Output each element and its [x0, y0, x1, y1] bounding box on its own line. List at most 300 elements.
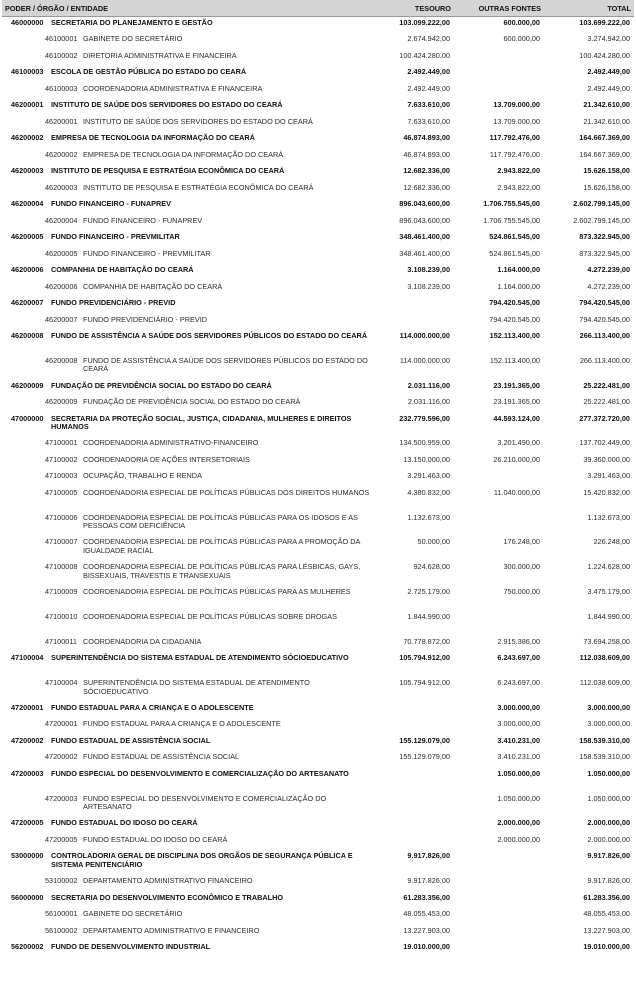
entity-name: FUNDO ESPECIAL DO DESENVOLVIMENTO E COMERCIALIZAÇÃO DO ARTESANATO [51, 768, 349, 778]
entity-cell [2, 834, 374, 851]
entity-cell [2, 677, 374, 702]
entity-name: FUNDO PREVIDENCIÁRIO - PREVID [83, 314, 208, 324]
entity-cell [2, 198, 374, 215]
entity-name: FUNDO ESTADUAL DE ASSISTÊNCIA SOCIAL [51, 735, 211, 745]
table-row-unit [2, 611, 634, 636]
entity-code: 46100003 [45, 83, 78, 93]
table-row-organ [2, 198, 634, 215]
table-row-organ [2, 165, 634, 182]
tesouro-value [374, 817, 454, 834]
entity-cell [2, 132, 374, 149]
table-row-unit [2, 470, 634, 487]
entity-cell [2, 248, 374, 265]
entity-cell [2, 182, 374, 199]
total-value: 61.283.356,00 [583, 892, 630, 902]
entity-code: 47100011 [45, 636, 77, 646]
entity-cell [2, 925, 374, 942]
entity-name: FUNDO ESTADUAL DO IDOSO DO CEARÁ [51, 818, 198, 828]
entity-code: 46100001 [45, 34, 78, 43]
entity-code: 47200005 [45, 834, 78, 844]
outras-fontes-value: 3.410.231,00 [497, 752, 540, 762]
total-value: 873.322.945,00 [579, 232, 630, 241]
entity-code: 47100008 [45, 562, 78, 572]
table-row-unit [2, 355, 634, 380]
tesouro-value: 105.794.912,00 [399, 653, 450, 663]
entity-name: FUNDO FINANCEIRO - FUNAPREV [83, 215, 203, 225]
entity-code: 56100001 [45, 909, 78, 919]
outras-fontes-value [454, 892, 544, 909]
total-value: 1.132.673,00 [587, 512, 630, 522]
tesouro-value [374, 768, 454, 793]
entity-name: COORDENADORIA ESPECIAL DE POLÍTICAS PÚBLICAS PARA LÉSBICAS, GAYS, BISSEXUAIS, TRAVESTIS E TRANSEXUAIS [83, 562, 361, 580]
entity-code: 47100005 [45, 487, 78, 497]
entity-code: 56100002 [45, 925, 78, 935]
entity-cell [2, 116, 374, 133]
outras-fontes-value: 524.861.545,00 [489, 248, 540, 258]
table-row-organ [2, 941, 634, 958]
entity-cell [2, 941, 374, 958]
total-value: 158.539.310,00 [579, 735, 630, 745]
outras-fontes-value: 300.000,00 [503, 562, 540, 572]
total-value: 1.050.000,00 [587, 793, 630, 803]
outras-fontes-value: 6.243.697,00 [497, 677, 540, 687]
tesouro-value: 103.099.222,00 [399, 18, 450, 27]
entity-code: 53100002 [45, 876, 78, 886]
outras-fontes-value: 2.000.000,00 [497, 818, 540, 828]
entity-cell [2, 281, 374, 298]
total-value: 21.342.610,00 [583, 116, 630, 126]
entity-name: FUNDO FINANCEIRO - FUNAPREV [51, 199, 171, 208]
table-row-organ [2, 850, 634, 875]
entity-code: 46200003 [11, 166, 44, 175]
tesouro-value: 3.291.463,00 [407, 471, 450, 481]
tesouro-value: 155.129.079,00 [399, 735, 450, 745]
tesouro-value: 1.132.673,00 [407, 512, 450, 522]
outras-fontes-value: 176.248,00 [503, 537, 540, 547]
tesouro-value: 114.000.000,00 [399, 355, 450, 365]
tesouro-value: 896.043.600,00 [399, 215, 450, 225]
entity-name: FUNDO PREVIDENCIÁRIO - PREVID [51, 298, 176, 307]
entity-code: 46200009 [45, 397, 78, 407]
tesouro-value [374, 793, 454, 818]
entity-code: 47100009 [45, 587, 78, 597]
table-row-organ [2, 735, 634, 752]
entity-name: INSTITUTO DE SAÚDE DOS SERVIDORES DO ESTADO DO CEARÁ [51, 100, 283, 109]
entity-cell [2, 875, 374, 892]
entity-cell [2, 768, 374, 793]
table-row-unit [2, 908, 634, 925]
entity-name: DEPARTAMENTO ADMINISTRATIVO E FINANCEIRO [83, 925, 260, 935]
total-value: 21.342.610,00 [583, 100, 630, 109]
outras-fontes-value: 13.709.000,00 [493, 116, 540, 126]
total-value: 100.424.280,00 [579, 50, 630, 60]
tesouro-value: 13.227.903,00 [403, 925, 450, 935]
tesouro-value: 7.633.610,00 [407, 116, 450, 126]
total-value: 266.113.400,00 [579, 355, 630, 365]
entity-code: 47200005 [11, 818, 44, 828]
outras-fontes-value: 26.210.000,00 [493, 454, 540, 464]
entity-name: FUNDO FINANCEIRO - PREVMILITAR [51, 232, 180, 241]
tesouro-value: 70.778.872,00 [403, 636, 450, 646]
total-value: 164.667.369,00 [579, 149, 630, 159]
tesouro-value: 100.424.280,00 [399, 50, 450, 60]
table-row-unit [2, 248, 634, 265]
header-outras-fontes: OUTRAS FONTES [454, 0, 544, 17]
entity-cell [2, 817, 374, 834]
total-value: 25.222.481,00 [583, 380, 630, 390]
entity-name: COORDENADORIA ADMINISTRATIVO-FINANCEIRO [83, 438, 259, 448]
entity-cell [2, 652, 374, 677]
table-row-organ [2, 892, 634, 909]
outras-fontes-value: 1.706.755.545,00 [483, 199, 540, 208]
outras-fontes-value [454, 470, 544, 487]
entity-cell [2, 330, 374, 355]
total-value: 277.372.720,00 [579, 413, 630, 423]
tesouro-value: 2.492.449,00 [407, 67, 450, 76]
table-row-organ [2, 702, 634, 719]
entity-code: 46200005 [45, 248, 78, 258]
entity-name: COORDENADORIA DA CIDADANIA [83, 636, 202, 646]
header-total: TOTAL [544, 0, 634, 17]
tesouro-value: 114.000.000,00 [399, 331, 450, 340]
entity-code: 46200004 [11, 199, 44, 208]
total-value: 794.420.545,00 [579, 298, 630, 307]
total-value: 9.917.826,00 [587, 876, 630, 886]
table-row-unit [2, 182, 634, 199]
table-row-unit [2, 215, 634, 232]
entity-name: SECRETARIA DO DESENVOLVIMENTO ECONÔMICO E TRABALHO [51, 892, 284, 902]
entity-code: 46200001 [11, 100, 44, 109]
tesouro-value: 3.108.239,00 [407, 281, 450, 291]
entity-code: 46100003 [11, 67, 44, 76]
budget-table [2, 0, 634, 958]
outras-fontes-value: 794.420.545,00 [489, 314, 540, 324]
table-row-unit [2, 718, 634, 735]
total-value: 48.055.453,00 [583, 909, 630, 919]
entity-code: 46200003 [45, 182, 78, 192]
entity-name: FUNDAÇÃO DE PREVIDÊNCIA SOCIAL DO ESTADO DO CEARÁ [83, 397, 301, 407]
table-row-organ [2, 231, 634, 248]
table-row-unit [2, 281, 634, 298]
outras-fontes-value [454, 925, 544, 942]
outras-fontes-value [454, 941, 544, 958]
entity-cell [2, 751, 374, 768]
outras-fontes-value: 1.050.000,00 [497, 793, 540, 803]
entity-code: 47200001 [11, 702, 44, 712]
table-row-unit [2, 396, 634, 413]
entity-code: 47100004 [11, 653, 44, 663]
outras-fontes-value: 3.000.000,00 [497, 719, 540, 729]
total-value: 2.602.799.145,00 [573, 199, 630, 208]
entity-cell [2, 437, 374, 454]
entity-cell [2, 83, 374, 100]
tesouro-value: 12.682.336,00 [403, 182, 450, 192]
table-row-organ [2, 264, 634, 281]
entity-code: 46200002 [11, 133, 44, 142]
outras-fontes-value: 3.410.231,00 [497, 735, 540, 745]
entity-name: FUNDO DE DESENVOLVIMENTO INDUSTRIAL [51, 942, 211, 952]
entity-name: COORDENADORIA ESPECIAL DE POLÍTICAS PÚBLICAS PARA OS IDOSOS E AS PESSOAS COM DEFICIÊNCIA [83, 512, 358, 531]
outras-fontes-value: 11.040.000,00 [493, 487, 540, 497]
entity-cell [2, 470, 374, 487]
table-header [2, 0, 634, 17]
total-value: 13.227.903,00 [583, 925, 630, 935]
table-row-organ [2, 17, 634, 34]
total-value: 15.626.158,00 [583, 166, 630, 175]
entity-code: 46100002 [45, 50, 78, 60]
table-row-unit [2, 586, 634, 611]
tesouro-value: 19.010.000,00 [403, 942, 450, 952]
outras-fontes-value: 794.420.545,00 [489, 298, 540, 307]
total-value: 3.274.942,00 [587, 34, 630, 43]
tesouro-value: 2.725.179,00 [407, 587, 450, 597]
outras-fontes-value [454, 83, 544, 100]
outras-fontes-value: 117.792.476,00 [489, 149, 540, 159]
total-value: 4.272.239,00 [587, 281, 630, 291]
tesouro-value: 896.043.600,00 [399, 199, 450, 208]
entity-name: COORDENADORIA DE AÇÕES INTERSETORIAIS [83, 454, 250, 464]
outras-fontes-value: 6.243.697,00 [497, 653, 540, 663]
entity-code: 47000000 [11, 413, 44, 423]
total-value: 164.667.369,00 [579, 133, 630, 142]
entity-name: FUNDO ESTADUAL PARA A CRIANÇA E O ADOLESCENTE [83, 719, 281, 729]
entity-code: 47100010 [45, 611, 78, 621]
entity-code: 46200008 [11, 331, 44, 340]
outras-fontes-value: 23.191.365,00 [493, 380, 540, 390]
entity-code: 46200005 [11, 232, 44, 241]
total-value: 2.000.000,00 [587, 818, 630, 828]
tesouro-value: 2.492.449,00 [407, 83, 450, 93]
entity-code: 46200008 [45, 355, 78, 365]
table-row-organ [2, 330, 634, 355]
total-value: 1.224.628,00 [587, 562, 630, 572]
table-row-unit [2, 677, 634, 702]
total-value: 873.322.945,00 [579, 248, 630, 258]
entity-cell [2, 908, 374, 925]
table-row-unit [2, 116, 634, 133]
total-value: 19.010.000,00 [583, 942, 630, 952]
total-value: 15.420.832,00 [583, 487, 630, 497]
entity-code: 46200004 [45, 215, 78, 225]
entity-code: 47200001 [45, 719, 78, 729]
table-row-unit [2, 751, 634, 768]
entity-cell [2, 892, 374, 909]
entity-name: FUNDO FINANCEIRO - PREVMILITAR [83, 248, 211, 258]
tesouro-value: 12.682.336,00 [403, 166, 450, 175]
total-value: 1.844.990,00 [587, 611, 630, 621]
total-value: 3.000.000,00 [587, 702, 630, 712]
entity-code: 47100002 [45, 454, 78, 464]
entity-name: FUNDO DE ASSISTÊNCIA A SAÚDE DOS SERVIDORES PÚBLICOS DO ESTADO DO CEARÁ [51, 331, 368, 340]
tesouro-value: 2.674.942,00 [407, 34, 450, 43]
outras-fontes-value: 1.050.000,00 [497, 768, 540, 778]
entity-cell [2, 702, 374, 719]
entity-name: COMPANHIA DE HABITAÇÃO DO CEARÁ [51, 265, 194, 274]
entity-cell [2, 149, 374, 166]
entity-name: EMPRESA DE TECNOLOGIA DA INFORMAÇÃO DO CEARÁ [51, 133, 255, 142]
outras-fontes-value: 3.201.490,00 [497, 438, 540, 448]
outras-fontes-value [454, 512, 544, 537]
entity-cell [2, 33, 374, 50]
entity-cell [2, 17, 374, 34]
table-row-unit [2, 83, 634, 100]
total-value: 137.702.449,00 [579, 438, 630, 448]
tesouro-value: 61.283.356,00 [403, 892, 450, 902]
total-value: 3.475.179,00 [587, 587, 630, 597]
total-value: 112.038.609,00 [579, 653, 630, 663]
total-value: 112.038.609,00 [579, 677, 630, 687]
tesouro-value: 232.779.596,00 [399, 413, 450, 423]
tesouro-value: 4.380.832,00 [407, 487, 450, 497]
entity-cell [2, 611, 374, 636]
tesouro-value: 2.031.116,00 [407, 380, 450, 390]
tesouro-value: 1.844.990,00 [407, 611, 450, 621]
entity-name: COORDENADORIA ESPECIAL DE POLÍTICAS PÚBLICAS PARA AS MULHERES [83, 587, 351, 597]
entity-code: 46000000 [11, 18, 44, 27]
total-value: 9.917.826,00 [587, 851, 630, 861]
table-row-unit [2, 314, 634, 331]
entity-name: FUNDO ESTADUAL DO IDOSO DO CEARÁ [83, 834, 228, 844]
outras-fontes-value: 750.000,00 [503, 587, 540, 597]
total-value: 3.291.463,00 [587, 471, 630, 481]
entity-name: FUNDO DE ASSISTÊNCIA A SAÚDE DOS SERVIDORES PÚBLICOS DO ESTADO DO CEARÁ [83, 355, 368, 374]
table-row-unit [2, 454, 634, 471]
entity-cell [2, 355, 374, 380]
table-row-organ [2, 413, 634, 438]
entity-name: SUPERINTENDÊNCIA DO SISTEMA ESTADUAL DE ATENDIMENTO SÓCIOEDUCATIVO [51, 653, 349, 663]
total-value: 73.694.258,00 [583, 636, 630, 646]
entity-code: 46200001 [45, 116, 78, 126]
entity-name: ESCOLA DE GESTÃO PÚBLICA DO ESTADO DO CEARÁ [51, 67, 247, 76]
entity-code: 47200002 [45, 752, 78, 762]
entity-name: SECRETARIA DO PLANEJAMENTO E GESTÃO [51, 18, 213, 27]
entity-cell [2, 561, 374, 586]
outras-fontes-value: 600.000,00 [503, 18, 540, 27]
entity-name: COORDENADORIA ESPECIAL DE POLÍTICAS PÚBLICAS DOS DIREITOS HUMANOS [83, 487, 370, 497]
total-value: 25.222.481,00 [583, 397, 630, 407]
entity-code: 47200002 [11, 735, 44, 745]
table-row-unit [2, 437, 634, 454]
total-value: 1.050.000,00 [587, 768, 630, 778]
outras-fontes-value: 2.000.000,00 [497, 834, 540, 844]
tesouro-value: 46.874.893,00 [403, 133, 450, 142]
tesouro-value: 924.628,00 [413, 562, 450, 572]
entity-name: COORDENADORIA ESPECIAL DE POLÍTICAS PÚBLICAS SOBRE DROGAS [83, 611, 337, 621]
entity-code: 47200003 [11, 768, 44, 778]
entity-code: 47100003 [45, 471, 78, 481]
entity-name: INSTITUTO DE SAÚDE DOS SERVIDORES DO ESTADO DO CEARÁ [83, 116, 313, 126]
outras-fontes-value [454, 50, 544, 67]
table-row-unit [2, 536, 634, 561]
total-value: 2.492.449,00 [587, 67, 630, 76]
entity-code: 46200007 [45, 314, 78, 324]
entity-cell [2, 718, 374, 735]
entity-name: GABINETE DO SECRETÁRIO [83, 909, 183, 919]
entity-code: 46200009 [11, 380, 44, 390]
entity-name: GABINETE DO SECRETÁRIO [83, 34, 183, 43]
entity-code: 47100006 [45, 512, 78, 522]
entity-name: INSTITUTO DE PESQUISA E ESTRATÉGIA ECONÔMICA DO CEARÁ [83, 182, 314, 192]
tesouro-value: 50.000,00 [417, 537, 450, 547]
entity-cell [2, 66, 374, 83]
table-row-unit [2, 33, 634, 50]
entity-code: 56000000 [11, 892, 44, 902]
entity-cell [2, 536, 374, 561]
entity-name: FUNDO ESTADUAL PARA A CRIANÇA E O ADOLESCENTE [51, 702, 254, 712]
entity-code: 53000000 [11, 851, 44, 861]
table-row-organ [2, 380, 634, 397]
entity-cell [2, 99, 374, 116]
entity-cell [2, 586, 374, 611]
outras-fontes-value [454, 908, 544, 925]
table-row-organ [2, 768, 634, 793]
total-value: 2.602.799.145,00 [573, 215, 630, 225]
outras-fontes-value: 152.113.400,00 [489, 331, 540, 340]
table-row-unit [2, 636, 634, 653]
entity-name: CONTROLADORIA GERAL DE DISCIPLINA DOS ORGÃOS DE SEGURANÇA PÚBLICA E SISTEMA PENITENCIÁRIO [51, 851, 353, 869]
entity-code: 46200002 [45, 149, 78, 159]
total-value: 3.000.000,00 [587, 719, 630, 729]
tesouro-value: 48.055.453,00 [403, 909, 450, 919]
tesouro-value: 155.129.079,00 [399, 752, 450, 762]
table-row-unit [2, 561, 634, 586]
outras-fontes-value: 1.164.000,00 [497, 281, 540, 291]
entity-code: 46200006 [11, 265, 44, 274]
table-row-unit [2, 793, 634, 818]
entity-name: COMPANHIA DE HABITAÇÃO DO CEARÁ [83, 281, 223, 291]
entity-code: 46200006 [45, 281, 78, 291]
entity-name: DIRETORIA ADMINISTRATIVA E FINANCEIRA [83, 50, 237, 60]
table-row-unit [2, 512, 634, 537]
total-value: 266.113.400,00 [579, 331, 630, 340]
outras-fontes-value: 600.000,00 [503, 34, 540, 43]
table-row-unit [2, 834, 634, 851]
tesouro-value [374, 718, 454, 735]
entity-cell [2, 454, 374, 471]
entity-name: SECRETARIA DA PROTEÇÃO SOCIAL, JUSTIÇA, CIDADANIA, MULHERES E DIREITOS HUMANOS [51, 413, 352, 432]
table-row-unit [2, 925, 634, 942]
tesouro-value: 9.917.826,00 [407, 876, 450, 886]
tesouro-value: 105.794.912,00 [399, 677, 450, 687]
entity-name: COORDENADORIA ADMINISTRATIVA E FINANCEIRA [83, 83, 263, 93]
total-value: 226.248,00 [593, 537, 630, 547]
entity-cell [2, 264, 374, 281]
table-row-organ [2, 66, 634, 83]
tesouro-value [374, 297, 454, 314]
entity-name: FUNDAÇÃO DE PREVIDÊNCIA SOCIAL DO ESTADO DO CEARÁ [51, 380, 272, 390]
total-value: 794.420.545,00 [579, 314, 630, 324]
entity-code: 47100004 [45, 677, 78, 687]
outras-fontes-value: 117.792.476,00 [489, 133, 540, 142]
table-row-unit [2, 487, 634, 512]
tesouro-value: 13.150.000,00 [403, 454, 450, 464]
entity-cell [2, 165, 374, 182]
tesouro-value: 9.917.826,00 [407, 851, 450, 861]
entity-cell [2, 50, 374, 67]
entity-code: 47100001 [45, 438, 78, 448]
entity-code: 46200007 [11, 298, 44, 307]
table-row-unit [2, 875, 634, 892]
tesouro-value [374, 834, 454, 851]
outras-fontes-value: 1.164.000,00 [497, 265, 540, 274]
outras-fontes-value: 44.593.124,00 [493, 413, 540, 423]
table-row-organ [2, 652, 634, 677]
entity-code: 56200002 [11, 942, 44, 952]
entity-cell [2, 413, 374, 438]
entity-name: INSTITUTO DE PESQUISA E ESTRATÉGIA ECONÔMICA DO CEARÁ [51, 166, 285, 175]
entity-name: EMPRESA DE TECNOLOGIA DA INFORMAÇÃO DO CEARÁ [83, 149, 284, 159]
table-body [2, 17, 634, 958]
